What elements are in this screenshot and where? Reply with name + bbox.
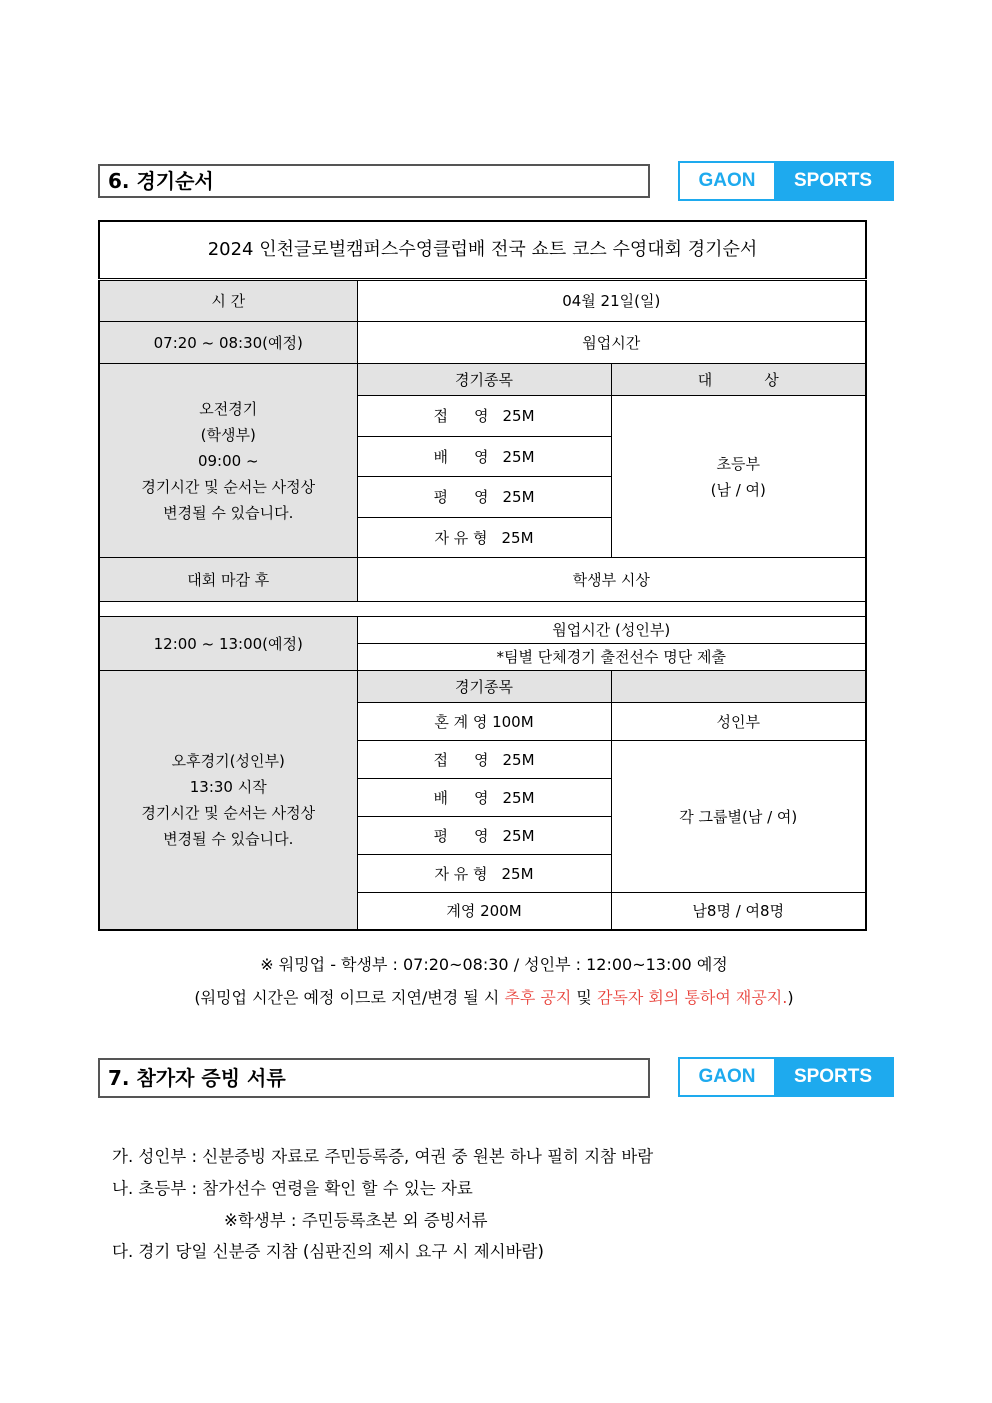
warmup-time: 07:20 ~ 08:30(예정): [99, 322, 357, 364]
morning-event-butterfly: 접 영 25M: [357, 396, 611, 437]
afternoon-label: 오후경기(성인부) 13:30 시작 경기시간 및 순서는 사정상 변경될 수 있습니다.: [99, 671, 357, 930]
morning-label: 오전경기 (학생부) 09:00 ~ 경기시간 및 순서는 사정상 변경될 수 있습니다.: [99, 364, 357, 558]
afternoon-event-backstroke: 배 영 25M: [357, 779, 611, 817]
morning-event-breaststroke: 평 영 25M: [357, 477, 611, 518]
document-item-student-note: ※학생부 : 주민등록초본 외 증빙서류: [224, 1211, 488, 1230]
gaon-sports-logo-2: [678, 1057, 894, 1097]
noon-roster-note: *팀별 단체경기 출전선수 명단 제출: [357, 644, 866, 671]
afternoon-group-target: 각 그룹별(남 / 여): [611, 741, 866, 893]
ceremony-event: 학생부 시상: [357, 558, 866, 602]
afternoon-im-event: 혼 계 영 100M: [357, 703, 611, 741]
noon-time: 12:00 ~ 13:00(예정): [99, 617, 357, 671]
brand-gaon-2: GAON: [680, 1059, 774, 1095]
afternoon-relay-event: 계영 200M: [357, 893, 611, 930]
warmup-event: 웜업시간: [357, 322, 866, 364]
header-time: 시 간: [99, 280, 357, 322]
document-item-elementary: 나. 초등부 : 참가선수 연령을 확인 할 수 있는 자료: [112, 1179, 473, 1198]
morning-event-backstroke: 배 영 25M: [357, 437, 611, 477]
section-6-title: 6. 경기순서: [98, 164, 650, 198]
header-date: 04월 21일(일): [357, 280, 866, 322]
document-item-adult: 가. 성인부 : 신분증빙 자료로 주민등록증, 여권 중 원본 하나 필히 지참 바람: [112, 1147, 654, 1166]
morning-event-freestyle: 자 유 형 25M: [357, 518, 611, 558]
morning-col-target: 대 상: [611, 364, 866, 396]
noon-warmup: 웜업시간 (성인부): [357, 617, 866, 644]
morning-target: 초등부 (남 / 여): [611, 396, 866, 558]
warmup-change-note: (워밍업 시간은 예정 이므로 지연/변경 될 시 추후 공지 및 감독자 회의 통하여 재공지.): [194, 988, 794, 1007]
afternoon-event-butterfly: 접 영 25M: [357, 741, 611, 779]
afternoon-event-freestyle: 자 유 형 25M: [357, 855, 611, 893]
section-7-title: 7. 참가자 증빙 서류: [98, 1058, 650, 1098]
brand-sports-2: SPORTS: [774, 1059, 892, 1095]
brand-sports: SPORTS: [774, 163, 892, 199]
brand-gaon: GAON: [680, 163, 774, 199]
gaon-sports-logo: [678, 161, 894, 201]
morning-col-event: 경기종목: [357, 364, 611, 396]
schedule-title: 2024 인천글로벌캠퍼스수영클럽배 전국 쇼트 코스 수영대회 경기순서: [99, 221, 866, 280]
afternoon-im-target: 성인부: [611, 703, 866, 741]
schedule-table: [98, 220, 867, 931]
document-item-id-card: 다. 경기 당일 신분증 지참 (심판진의 제시 요구 시 제시바람): [112, 1242, 544, 1261]
afternoon-event-breaststroke: 평 영 25M: [357, 817, 611, 855]
warmup-note: ※ 워밍업 - 학생부 : 07:20~08:30 / 성인부 : 12:00~13:00 예정: [260, 955, 728, 974]
ceremony-time: 대회 마감 후: [99, 558, 357, 602]
afternoon-relay-target: 남8명 / 여8명: [611, 893, 866, 930]
afternoon-col-event: 경기종목: [357, 671, 611, 703]
table-gap: [99, 602, 866, 617]
afternoon-col-target: [611, 671, 866, 703]
